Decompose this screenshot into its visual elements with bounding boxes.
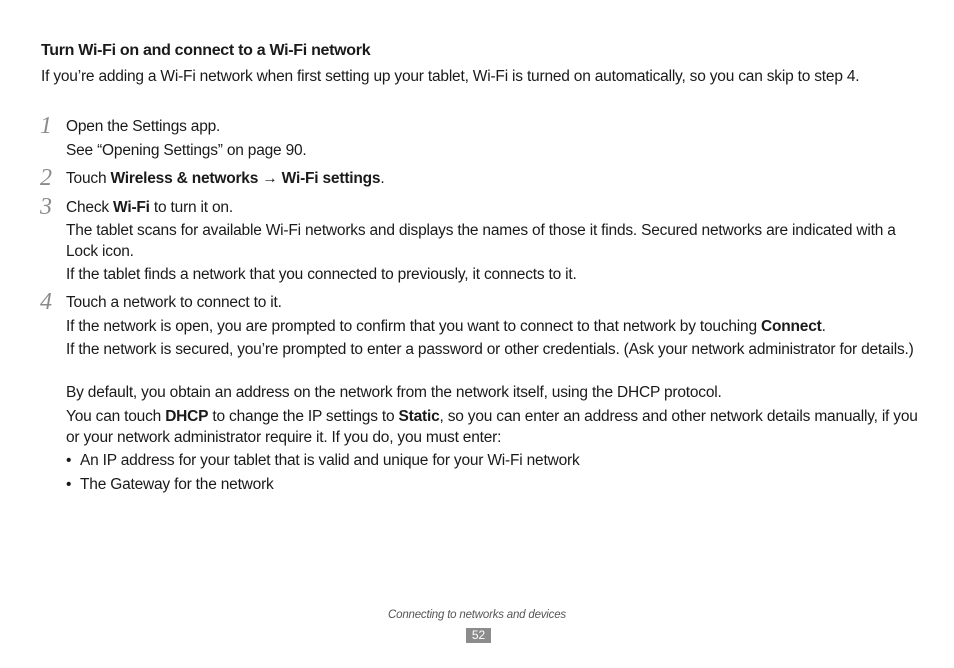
step-note: By default, you obtain an address on the network from the network itself, using the DHCP protocol. <box>66 384 722 401</box>
step-number: 4 <box>40 289 52 315</box>
page-number-badge: 52 <box>466 628 491 643</box>
section-intro: If you’re adding a Wi-Fi network when first setting up your tablet, Wi-Fi is turned on automatically, so you can skip to step 4. <box>41 68 860 85</box>
bullet-icon: • <box>66 476 72 493</box>
step-note: The tablet scans for available Wi-Fi networks and displays the names of those it finds. Secured networks are indicated with a Lock icon. <box>66 222 896 260</box>
step-number: 3 <box>40 194 52 220</box>
step-instruction: Open the Settings app. <box>66 118 221 135</box>
step-note: If the network is open, you are prompted to confirm that you want to connect to that network by touching Connect. <box>66 318 826 335</box>
step-note: You can touch DHCP to change the IP settings to Static, so you can enter an address and other network details manually, if you or your network administrator require it. If you do, you must enter: <box>66 408 918 446</box>
step-number: 1 <box>40 113 52 139</box>
menu-path-wifi-settings: Wi-Fi settings <box>281 170 381 187</box>
static-option: Static <box>398 408 440 425</box>
section-title: Turn Wi-Fi on and connect to a Wi-Fi network <box>41 42 371 59</box>
step-number: 2 <box>40 165 52 191</box>
step-note: If the network is secured, you’re prompted to enter a password or other credentials. (Ask your network administrator for details.) <box>66 341 914 358</box>
step-instruction: Check Wi-Fi to turn it on. <box>66 199 233 216</box>
connect-option: Connect <box>760 318 822 335</box>
step-instruction: Touch Wireless & networks → Wi-Fi settings. <box>66 170 385 187</box>
step-note: See “Opening Settings” on page 90. <box>66 142 307 159</box>
step-note: If the tablet finds a network that you connected to previously, it connects to it. <box>66 266 577 283</box>
list-item: • An IP address for your tablet that is valid and unique for your Wi-Fi network <box>66 452 580 469</box>
footer-chapter: Connecting to networks and devices <box>388 609 566 621</box>
arrow-icon: → <box>258 170 282 187</box>
list-item: • The Gateway for the network <box>66 476 274 493</box>
wifi-option: Wi-Fi <box>113 199 150 216</box>
bullet-icon: • <box>66 452 72 469</box>
menu-path-wireless: Wireless & networks <box>110 170 259 187</box>
step-instruction: Touch a network to connect to it. <box>66 294 282 311</box>
dhcp-option: DHCP <box>165 408 209 425</box>
